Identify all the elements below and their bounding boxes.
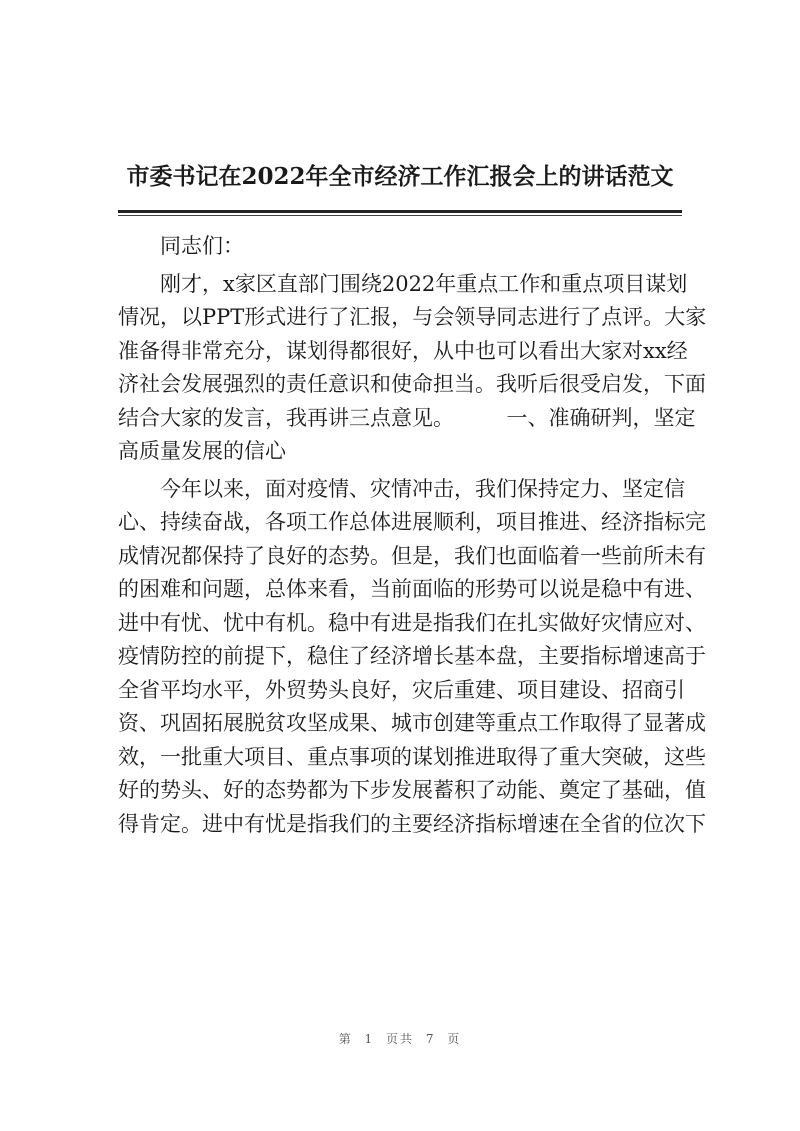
paragraph-line: 情况，以PPT形式进行了汇报，与会领导同志进行了点评。大家 bbox=[118, 305, 707, 329]
paragraph-line: 好的势头、好的态势都为下步发展蓄积了动能、奠定了基础，值 bbox=[118, 778, 706, 802]
document-title: 市委书记在2022年全市经济工作汇报会上的讲话范文 bbox=[126, 163, 674, 190]
paragraph-line: 准备得非常充分，谋划得都很好，从中也可以看出大家对xx经 bbox=[118, 338, 688, 363]
paragraph-line: 效，一批重大项目、重点事项的谋划推进取得了重大突破，这些 bbox=[118, 744, 706, 769]
paragraph-line: 结合大家的发言，我再讲三点意见。 一、准确研判，坚定 bbox=[118, 405, 696, 430]
title-rule-thick bbox=[118, 210, 682, 213]
paragraph-line: 济社会发展强烈的责任意识和使命担当。我听后很受启发，下面 bbox=[118, 372, 706, 396]
paragraph-line: 全省平均水平，外贸势头良好，灾后重建、项目建设、招商引 bbox=[118, 677, 685, 702]
salutation-line: 同志们： bbox=[118, 234, 244, 258]
paragraph-line: 进中有忧、忧中有机。稳中有进是指我们在扎实做好灾情应对、 bbox=[118, 610, 706, 635]
paragraph-line: 疫情防控的前提下，稳住了经济增长基本盘，主要指标增速高于 bbox=[118, 644, 706, 668]
title-rule-thin bbox=[118, 215, 682, 216]
paragraph-line: 得肯定。进中有忧是指我们的主要经济指标增速在全省的位次下 bbox=[118, 811, 706, 836]
paragraph-line: 高质量发展的信心 bbox=[118, 439, 286, 463]
paragraph-line: 成情况都保持了良好的态势。但是，我们也面临着一些前所未有 bbox=[118, 543, 706, 568]
paragraph-line: 心、持续奋战，各项工作总体进展顺利，项目推进、经济指标完 bbox=[118, 510, 706, 534]
paragraph-line: 今年以来，面对疫情、灾情冲击，我们保持定力、坚定信 bbox=[118, 476, 685, 501]
document-body bbox=[118, 230, 718, 841]
page-footer: 第 1 页共 7 页 bbox=[338, 1032, 462, 1046]
paragraph-line: 资、巩固拓展脱贫攻坚成果、城市创建等重点工作取得了显著成 bbox=[118, 711, 706, 735]
paragraph-line: 刚才，x家区直部门围绕2022年重点工作和重点项目谋划 bbox=[118, 271, 688, 296]
paragraph-line: 的困难和问题，总体来看，当前面临的形势可以说是稳中有进、 bbox=[118, 577, 706, 601]
